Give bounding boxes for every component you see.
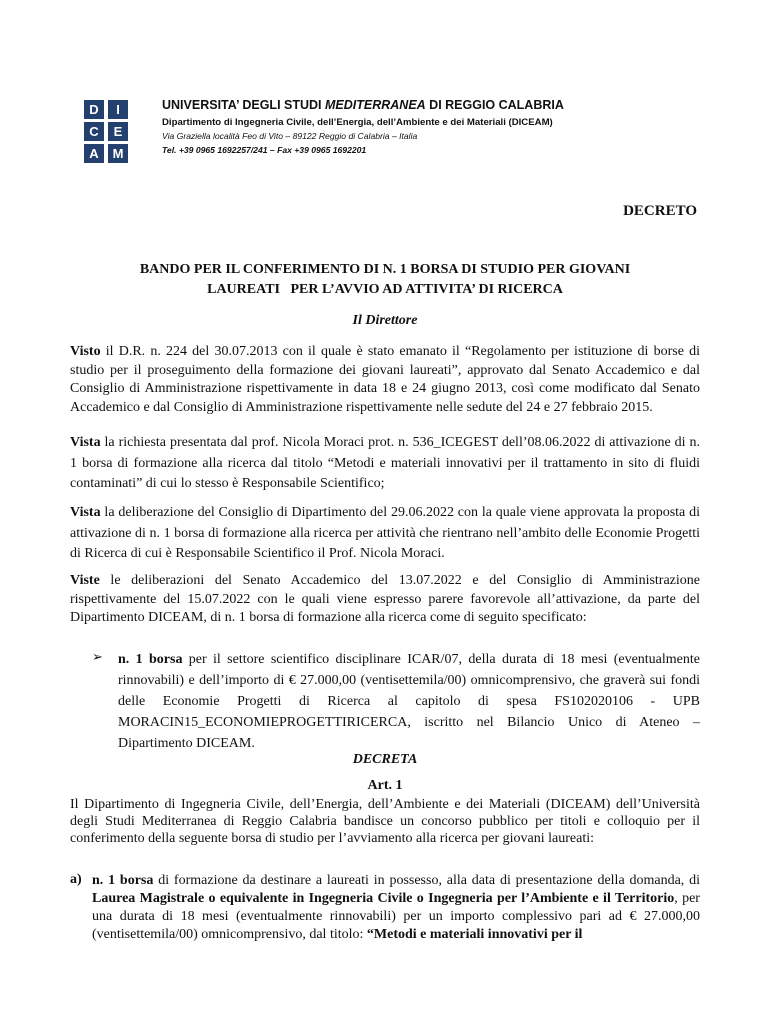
article-text: Il Dipartimento di Ingegneria Civile, dell’Energia, dell’Ambiente e dei Materiali (DICEAM) dell’Università degli Studi Mediterranea di Reggio Calabria bandisce un concorso pubblico per titoli e colloquio per il conferimento della seguente borsa di studio per l’avviamento alla ricerca per giovani laureati: — [70, 797, 700, 846]
department-name: Dipartimento di Ingegneria Civile, dell’Energia, dell’Ambiente e dei Materiali (DICEAM) — [162, 117, 553, 128]
department-address: Via Graziella località Feo di Vito – 89122 Reggio di Calabria – Italia — [162, 131, 418, 141]
document-title: BANDO PER IL CONFERIMENTO DI N. 1 BORSA DI STUDIO PER GIOVANI LAUREATI PER L’AVVIO AD ATTIVITA’ DI RICERCA — [139, 262, 631, 297]
viste-paragraph: Viste le deliberazioni del Senato Accademico del 13.07.2022 e del Consiglio di Amministrazione rispettivamente del 15.07.2022 con le quali viene espresso parere favorevole all’attivazione, da parte del Dipartimento DICEAM, di n. 1 borsa di formazione alla ricerca come di seguito specificato: — [70, 573, 700, 625]
scholarship-bullet: n. 1 borsa per il settore scientifico disciplinare ICAR/07, della durata di 18 mesi (eventualmente rinnovabili) e dell’importo di € 27.000,00 (ventisettemila/00) omnicomprensivo, che graverà sui fondi delle Economie Progetti di Ricerca al capitolo di spesa FS102020106 - UPB MORACIN15_ECONOMIEPROGETTIRICERCA, iscritto nel Bilancio Unico di Ateneo – Dipartimento DICEAM. — [118, 652, 700, 751]
logo-letter: I — [108, 100, 128, 119]
logo-letter: D — [84, 100, 104, 119]
vista-deliberation-paragraph: Vista la deliberazione del Consiglio di Dipartimento del 29.06.2022 con la quale viene approvata la proposta di attivazione di n. 1 borsa di formazione alla ricerca per attività che rientrano nell’ambito delle Economie Progetti di Ricerca di cui è Responsabile Scientifico il Prof. Nicola Moraci. — [70, 505, 700, 561]
visto-paragraph: Visto il D.R. n. 224 del 30.07.2013 con il quale è stato emanato il “Regolamento per istituzione di borse di studio per il proseguimento della formazione dei giovani laureati”, approvato dal Senato Accademico e dal Consiglio di Amministrazione rispettivamente in data 18 e 24 giugno 2013, così come modificato dal Senato Accademico e dal Consiglio di Amministrazione rispettivamente nelle sedute del 24 e 27 febbraio 2015. — [70, 344, 700, 415]
arrow-bullet-icon: ➢ — [92, 649, 103, 664]
logo-letter: E — [108, 122, 128, 141]
university-name: UNIVERSITA’ DEGLI STUDI MEDITERRANEA DI REGGIO CALABRIA — [162, 98, 564, 112]
document-type: DECRETO — [623, 203, 697, 219]
item-label: a) — [70, 872, 82, 887]
logo-letter: A — [84, 144, 104, 163]
department-phone: Tel. +39 0965 1692257/241 – Fax +39 0965 1692201 — [162, 145, 367, 155]
vista-request-paragraph: Vista la richiesta presentata dal prof. Nicola Moraci prot. n. 536_ICEGEST dell’08.06.2022 di attivazione di n. 1 borsa di formazione alla ricerca dal titolo “Metodi e materiali innovativi per il trattamento in sito di fluidi contaminati” di cui lo stesso è Responsabile Scientifico; — [70, 435, 700, 491]
article-heading: Art. 1 — [367, 778, 403, 793]
decreta-heading: DECRETA — [352, 752, 418, 767]
director-heading: Il Direttore — [352, 313, 418, 328]
logo-letter: C — [84, 122, 104, 141]
diceam-logo — [84, 100, 128, 163]
item-a-text: n. 1 borsa di formazione da destinare a laureati in possesso, alla data di presentazione della domanda, di Laurea Magistrale o equivalente in Ingegneria Civile o Ingegneria per l’Ambiente e il Territorio, per una durata di 18 mesi (eventualmente rinnovabili) per un importo complessivo pari ad € 27.000,00 (ventisettemila/00) omnicomprensivo, dal titolo: “Metodi e materiali innovativi per il — [92, 873, 701, 942]
logo-letter: M — [108, 144, 128, 163]
